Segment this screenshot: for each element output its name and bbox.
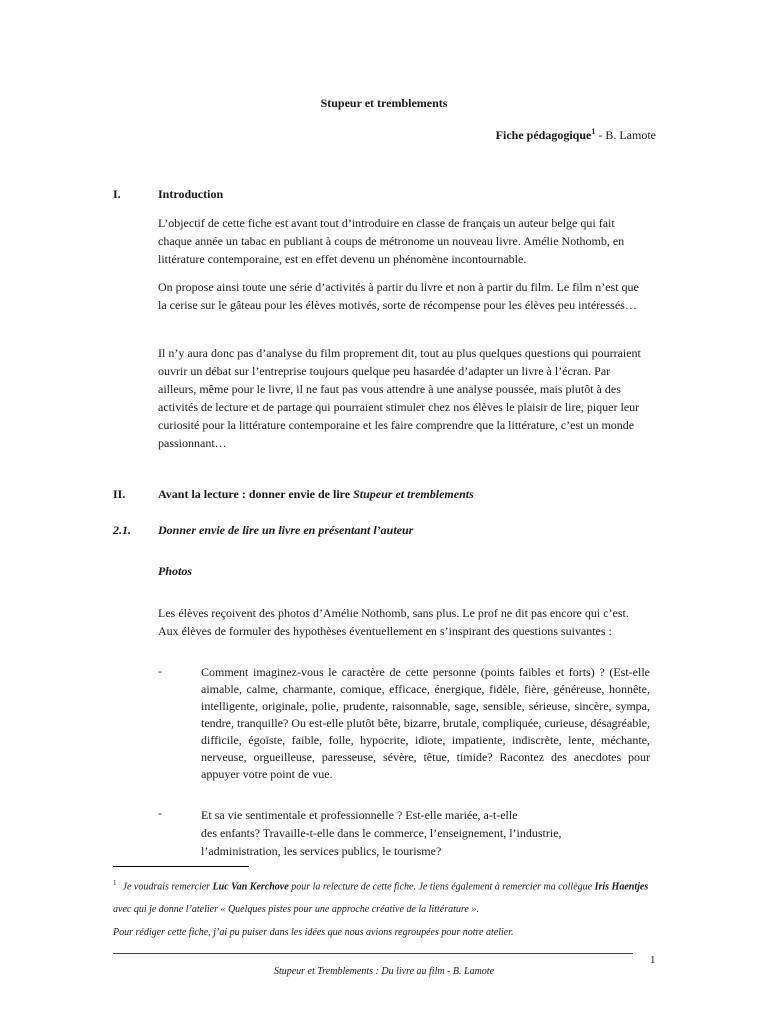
fiche-author: - B. Lamote: [595, 128, 656, 142]
section-2-heading-prefix: Avant la lecture : donner envie de lire: [158, 487, 354, 501]
footnote-part-1: Je voudrais remercier: [122, 881, 213, 893]
intro-paragraph-3: Il n’y aura donc pas d’analyse du film proprement dit, tout au plus quelques questions qui pourraient ouvrir un débat sur l’entreprise toujours quelque peu hasardée d’adapter un livre à l’écran. Par ailleurs, même pour le livre, il ne faut pas vous attendre à une analyse poussée, mais plutôt à des activités de lecture et de partage qui pourraient stimuler chez nos élèves le plaisir de lire, piquer leur curiosité pour la littérature contemporaine et les faire comprendre que la littérature, c’est un monde passionnant…: [158, 346, 641, 450]
footer-text: Stupeur et Tremblements : Du livre au film - B. Lamote: [273, 966, 495, 977]
subsection-heading: Donner envie de lire un livre en présentant l’auteur: [158, 523, 414, 537]
list-item-life-line-3: l’administration, les services publics, le tourisme?: [201, 844, 442, 858]
list-item-life: [201, 806, 650, 860]
list-dash-2: -: [158, 806, 162, 820]
footnote-part-2: pour la relecture de cette fiche. Je tiens également à remercier ma collègue: [288, 881, 595, 893]
page-number: 1: [650, 954, 656, 966]
footer-rule: [113, 953, 633, 954]
section-2-number: II.: [113, 487, 126, 501]
fiche-author-line: [496, 127, 656, 143]
list-item-character: Comment imaginez-vous le caractère de cette personne (points faibles et forts) ? (Est-elle aimable, calme, charmante, comique, efficace, énergique, fidèle, fière, généreuse, honnête, intelligente, originale, polie, prudente, raisonnable, sage, sensible, sérieuse, sincère, sympa, tendre, tranquille? Ou est-elle plutôt bête, bizarre, brutale, compliquée, curieuse, désagréable, difficile, égoïste, faible, folle, hypocrite, idiote, impatiente, indiscrète, lente, méchante, nerveuse, orgueilleuse, paresseuse, sévère, têtue, timide? Racontez des anecdotes pour appuyer votre point de vue.: [201, 665, 650, 781]
footnote: [113, 872, 653, 944]
intro-paragraph-1: L’objectif de cette fiche est avant tout d’introduire en classe de français un auteur belge qui fait chaque année un tabac en publiant à coups de métronome un nouveau livre. Amélie Nothomb, en littérature contemporaine, est en effet devenu un phénomène incontournable.: [158, 216, 625, 266]
list-dash-1: -: [158, 664, 162, 678]
section-1-number: I.: [113, 187, 121, 201]
footnote-name-luc: Luc Van Kerchove: [212, 881, 289, 893]
footnote-part-3: avec qui je donne l’atelier « Quelques pistes pour une approche créative de la littérature ».: [113, 904, 479, 916]
section-2-heading-book: Stupeur et tremblements: [353, 487, 474, 501]
fiche-label: Fiche pédagogique: [495, 128, 592, 142]
footnote-ref: 1: [113, 879, 117, 887]
footnote-line-3: Pour rédiger cette fiche, j’ai pu puiser dans les idées que nous avions regroupées pour notre atelier.: [113, 927, 514, 939]
intro-paragraph-2: On propose ainsi toute une série d’activités à partir du livre et non à partir du film. Le film n’est que la cerise sur le gâteau pour les élèves motivés, sorte de récompense pour les élèves peu intéressés…: [158, 280, 639, 312]
photos-heading: Photos: [158, 564, 193, 578]
photos-intro-paragraph: Les élèves reçoivent des photos d’Amélie Nothomb, sans plus. Le prof ne dit pas encore qui c’est. Aux élèves de formuler des hypothèses éventuellement en s’inspirant des questions suivantes :: [158, 606, 629, 638]
subsection-number: 2.1.: [113, 523, 131, 537]
document-title: Stupeur et tremblements: [320, 96, 448, 110]
footnote-separator: [113, 866, 249, 867]
list-item-life-line-1: Et sa vie sentimentale et professionnelle ? Est-elle mariée, a-t-elle: [201, 808, 518, 822]
list-item-life-line-2: des enfants? Travaille-t-elle dans le commerce, l’enseignement, l’industrie,: [201, 826, 562, 840]
footnote-name-iris: Iris Haentjes: [594, 881, 649, 893]
fiche-note-ref: 1: [591, 127, 596, 136]
section-2-heading: [158, 487, 474, 502]
section-1-heading: Introduction: [158, 187, 224, 201]
